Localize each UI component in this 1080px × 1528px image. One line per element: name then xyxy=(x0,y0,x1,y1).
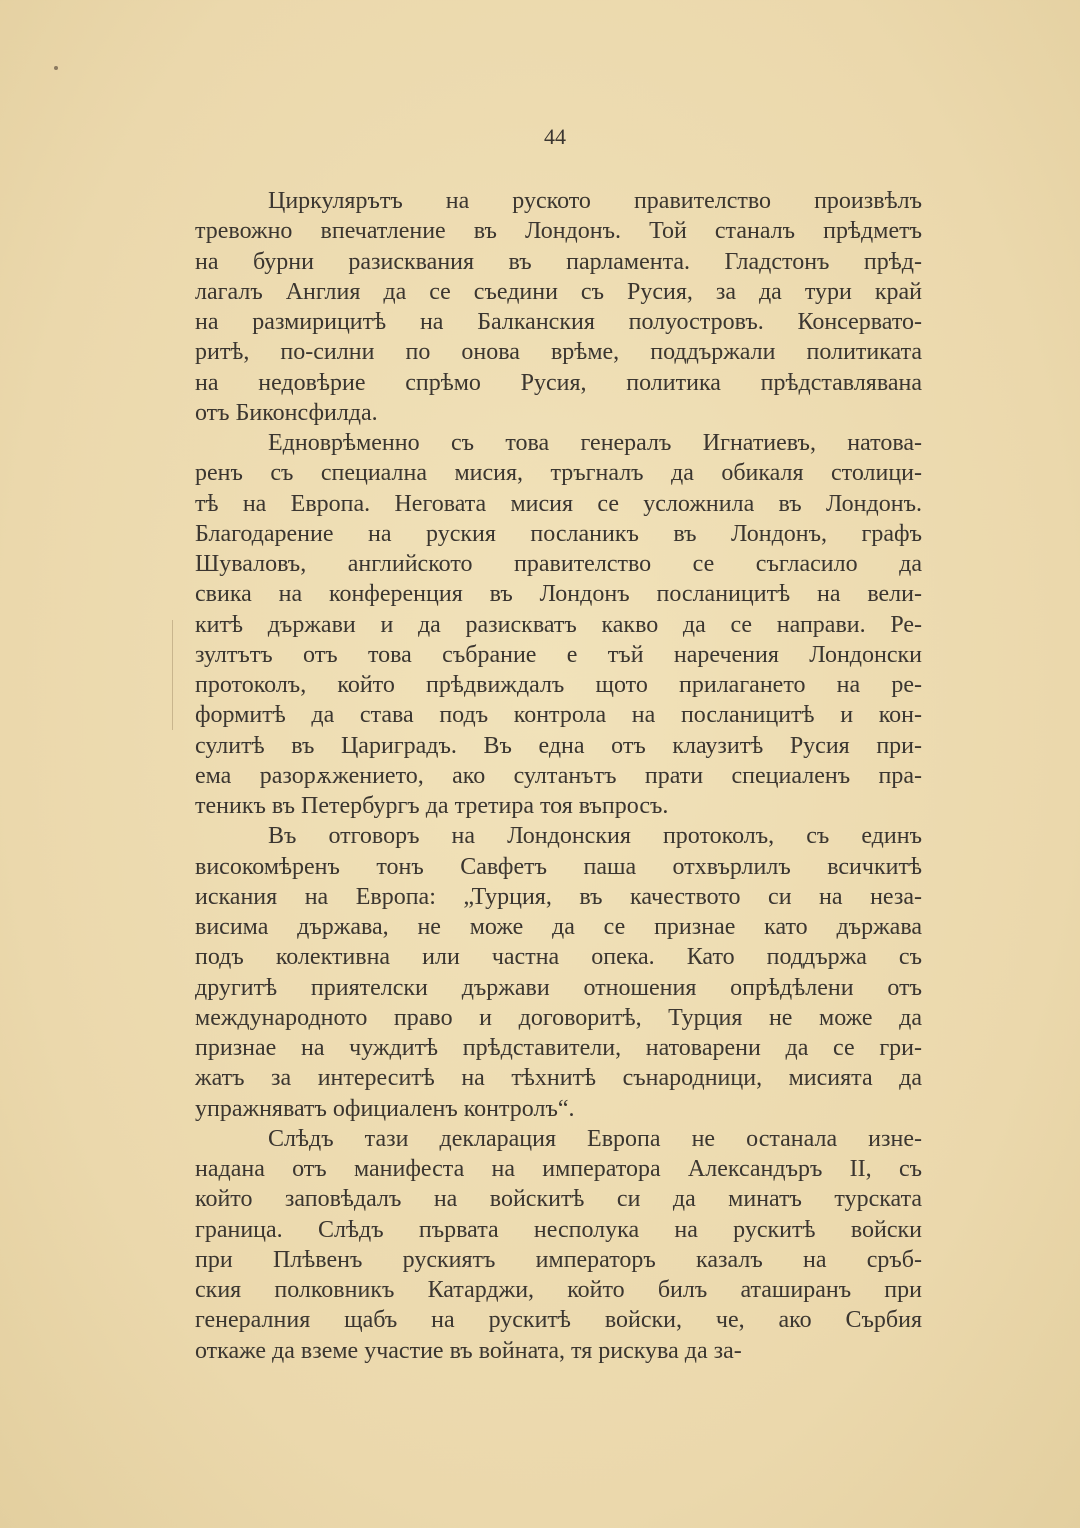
margin-pencil-mark xyxy=(172,620,173,730)
text-line: зултътъ отъ това събрание е тъй наречения Лондонски xyxy=(195,641,922,668)
text-line: тѣ на Европа. Неговата мисия се усложнила въ Лондонъ. xyxy=(195,490,922,517)
text-line: ритѣ, по-силни по онова врѣме, поддържали политиката xyxy=(195,339,922,366)
text-line: формитѣ да става подъ контрола на посланицитѣ и кон- xyxy=(195,702,922,729)
paragraph xyxy=(195,428,922,821)
paragraph xyxy=(195,186,922,428)
text-line: ския полковникъ Катарджи, който билъ аташиранъ при xyxy=(195,1277,922,1303)
scan-speck xyxy=(54,66,58,70)
text-line: откаже да вземе участие въ войната, тя рискува да за- xyxy=(195,1337,742,1364)
text-line: другитѣ приятелски държави отношения опрѣдѣлени отъ xyxy=(195,974,922,1001)
text-line: упражняватъ официаленъ контролъ“. xyxy=(195,1095,575,1122)
paragraph xyxy=(195,1124,922,1366)
text-line: свика на конференция въ Лондонъ посланицитѣ на вели- xyxy=(195,581,922,608)
paragraph xyxy=(195,821,922,1124)
text-line: генералния щабъ на рускитѣ войски, че, ако Сърбия xyxy=(195,1307,922,1334)
text-line: надана отъ манифеста на императора Александъръ II, съ xyxy=(195,1156,922,1182)
text-line: искания на Европа: „Турция, въ качеството си на неза- xyxy=(195,883,922,910)
text-line: ема разорѫжението, ако султанътъ прати специаленъ пра- xyxy=(195,762,922,789)
text-line: отъ Биконсфилда. xyxy=(195,399,378,426)
text-line: жатъ за интереситѣ на тѣхнитѣ сънародници, мисията да xyxy=(195,1065,922,1092)
text-line: сулитѣ въ Цариградъ. Въ една отъ клаузитѣ Русия при- xyxy=(195,732,922,759)
text-line: на бурни разисквания въ парламента. Гладстонъ прѣд- xyxy=(195,248,922,275)
text-line: тревожно впечатление въ Лондонъ. Той станалъ прѣдметъ xyxy=(195,218,922,245)
text-line: Едноврѣменно съ това генералъ Игнатиевъ, натова- xyxy=(268,430,922,456)
text-line: признае на чуждитѣ прѣдставители, натоварени да се гри- xyxy=(195,1035,922,1061)
text-line: теникъ въ Петербургъ да третира тоя въпросъ. xyxy=(195,793,669,819)
text-line: Шуваловъ, английското правителство се съгласило да xyxy=(195,551,922,577)
text-line: високомѣренъ тонъ Савфетъ паша отхвърлилъ всичкитѣ xyxy=(195,853,922,880)
text-line: на недовѣрие спрѣмо Русия, политика прѣдставлявана xyxy=(195,369,922,396)
text-line: Циркулярътъ на руското правителство произвѣлъ xyxy=(268,188,922,214)
text-line: ренъ съ специална мисия, тръгналъ да обикаля столици- xyxy=(195,460,922,487)
text-line: международното право и договоритѣ, Турция не може да xyxy=(195,1004,922,1031)
body-text xyxy=(195,186,922,1366)
text-line: при Плѣвенъ рускиятъ императоръ казалъ на сръб- xyxy=(195,1246,922,1273)
page-number: 44 xyxy=(544,124,566,149)
text-line: който заповѣдалъ на войскитѣ си да минатъ турската xyxy=(195,1186,922,1213)
text-line: лагалъ Англия да се съедини съ Русия, за да тури край xyxy=(195,278,922,305)
text-line: Въ отговоръ на Лондонския протоколъ, съ единъ xyxy=(268,823,922,850)
text-line: Благодарение на руския посланикъ въ Лондонъ, графъ xyxy=(195,520,922,547)
text-line: протоколъ, който прѣдвиждалъ щото прилагането на ре- xyxy=(195,672,922,698)
text-line: висима държава, не може да се признае като държава xyxy=(195,914,922,940)
text-line: Слѣдъ тази декларация Европа не останала изне- xyxy=(268,1125,922,1152)
text-line: подъ колективна или частна опека. Като поддържа съ xyxy=(195,944,922,971)
text-line: на размирицитѣ на Балканския полуостровъ. Консервато- xyxy=(195,309,922,335)
text-line: граница. Слѣдъ първата несполука на рускитѣ войски xyxy=(195,1216,922,1243)
text-line: китѣ държави и да разискватъ какво да се направи. Ре- xyxy=(195,611,922,638)
